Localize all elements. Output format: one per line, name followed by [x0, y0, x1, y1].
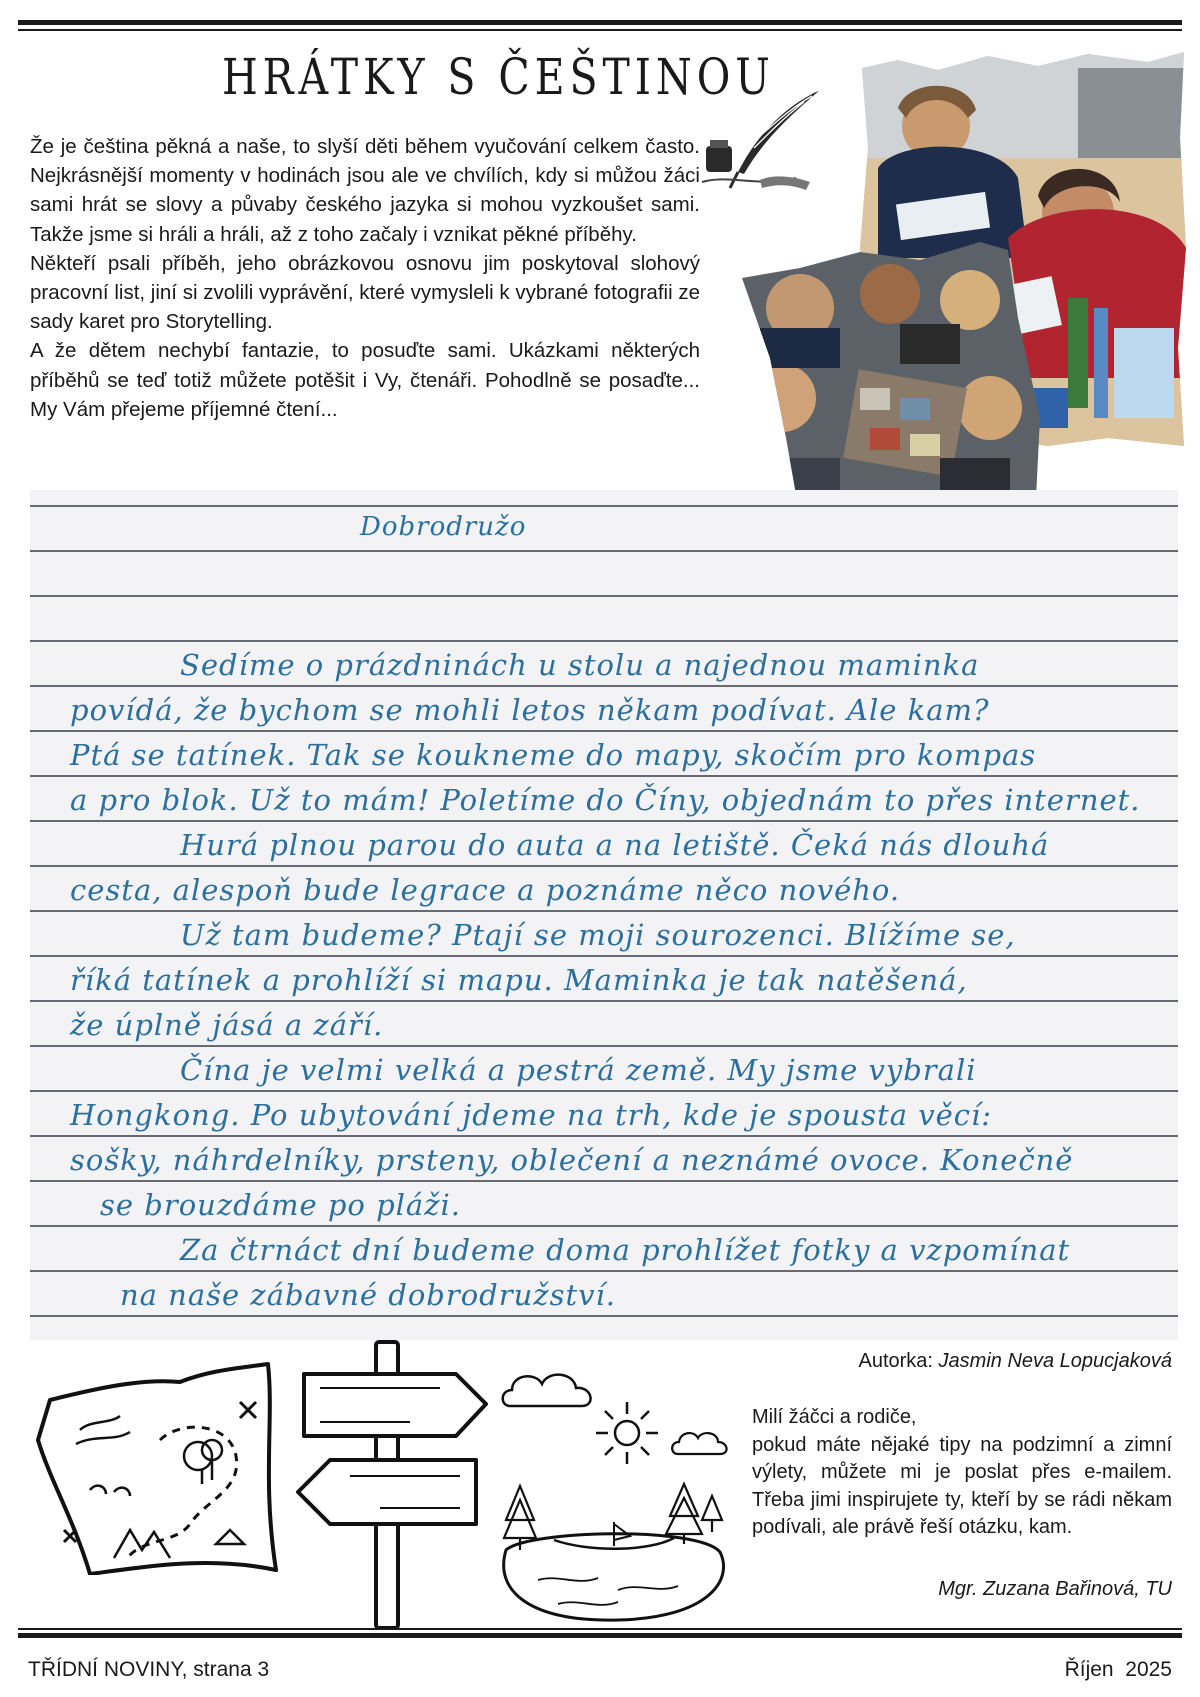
story-line: Sedíme o prázdninách u stolu a najednou maminka	[180, 648, 980, 682]
story-line: Hurá plnou parou do auta a na letiště. Čeká nás dlouhá	[180, 828, 1050, 862]
intro-paragraph: Že je čeština pěkná a naše, to slyší děti během vyučování celkem často. Nejkrásnější momenty v hodinách jsou ale ve chvílích, kdy si můžou žáci sami hrát se slovy a půvaby českého jazyka si mohou vyzkoušet sami. Takže jsme si hráli a hráli, až z toho začaly i vznikat pěkné příběhy.	[30, 135, 700, 246]
story-line: cesta, alespoň bude legrace a poznáme něco nového.	[70, 873, 901, 907]
intro-paragraph: A že dětem nechybí fantazie, to posuďte sami. Ukázkami některých příběhů se teď totiž můžete potěšit i Vy, čtenáři. Pohodlně se posaďte... My Vám přejeme příjemné čtení...	[30, 339, 700, 421]
story-line: sošky, náhrdelníky, prsteny, oblečení a neznámé ovoce. Konečně	[70, 1143, 1074, 1177]
author-label: Autorka:	[858, 1350, 933, 1372]
intro-text	[30, 132, 700, 424]
bottom-rule-thick	[18, 1633, 1182, 1638]
sun-icon	[592, 1398, 662, 1468]
story-line: Čína je velmi velká a pestrá země. My jsme vybrali	[180, 1053, 977, 1087]
teacher-note	[752, 1404, 1172, 1542]
cloud-icon	[500, 1368, 596, 1412]
signpost-icon	[290, 1338, 490, 1630]
footer-publication: TŘÍDNÍ NOVINY, strana 3	[28, 1658, 270, 1681]
story-line: Už tam budeme? Ptají se moji sourozenci. Blížíme se,	[180, 918, 1016, 952]
author-name: Jasmin Neva Lopucjaková	[938, 1350, 1172, 1372]
story-line: že úplně jásá a září.	[70, 1008, 384, 1042]
teacher-signature: Mgr. Zuzana Bařinová, TU	[938, 1578, 1172, 1600]
handwritten-story-sheet	[30, 490, 1178, 1340]
cloud-icon	[670, 1428, 730, 1458]
story-line: Ptá se tatínek. Tak se koukneme do mapy, skočím pro kompas	[70, 738, 1037, 772]
bottom-rule-thin	[18, 1628, 1182, 1630]
top-rule-thick	[18, 20, 1182, 25]
author-credit	[858, 1350, 1172, 1373]
top-rule-thin	[18, 29, 1182, 31]
note-body: pokud máte nějaké tipy na podzimní a zimní výlety, můžete mi je poslat přes e-mailem. Třeba jimi inspirujete ty, kteří by se rádi někam podívali, ale právě řeší otázku, kam.	[752, 1433, 1172, 1538]
story-line: Za čtrnáct dní budeme doma prohlížet fotky a vzpomínat	[180, 1233, 1071, 1267]
story-line: se brouzdáme po pláži.	[100, 1188, 461, 1222]
story-line: říká tatínek a prohlíží si mapu. Maminka je tak natěšená,	[70, 963, 968, 997]
story-title: Dobrodružo	[360, 512, 527, 542]
page-title: HRÁTKY S ČEŠTINOU	[222, 48, 775, 106]
story-line: a pro blok. Už to mám! Poletíme do Číny, objednám to přes internet.	[70, 783, 1141, 817]
story-line: Hongkong. Po ubytování jdeme na trh, kde je spousta věcí:	[70, 1098, 993, 1132]
footer-date: Říjen 2025	[1064, 1658, 1172, 1681]
lake-landscape-icon	[498, 1480, 728, 1630]
intro-paragraph: Někteří psali příběh, jeho obrázkovou osnovu jim poskytoval slohový pracovní list, jiní si zvolili vyprávění, které vymysleli k vybrané fotografii ze sady karet pro Storytelling.	[30, 251, 700, 334]
quill-pen-icon	[700, 84, 830, 194]
note-greeting: Milí žáčci a rodiče,	[752, 1406, 917, 1428]
story-line: na naše zábavné dobrodružství.	[120, 1278, 616, 1312]
treasure-map-icon	[30, 1360, 280, 1575]
story-line: povídá, že bychom se mohli letos někam podívat. Ale kam?	[70, 693, 990, 727]
